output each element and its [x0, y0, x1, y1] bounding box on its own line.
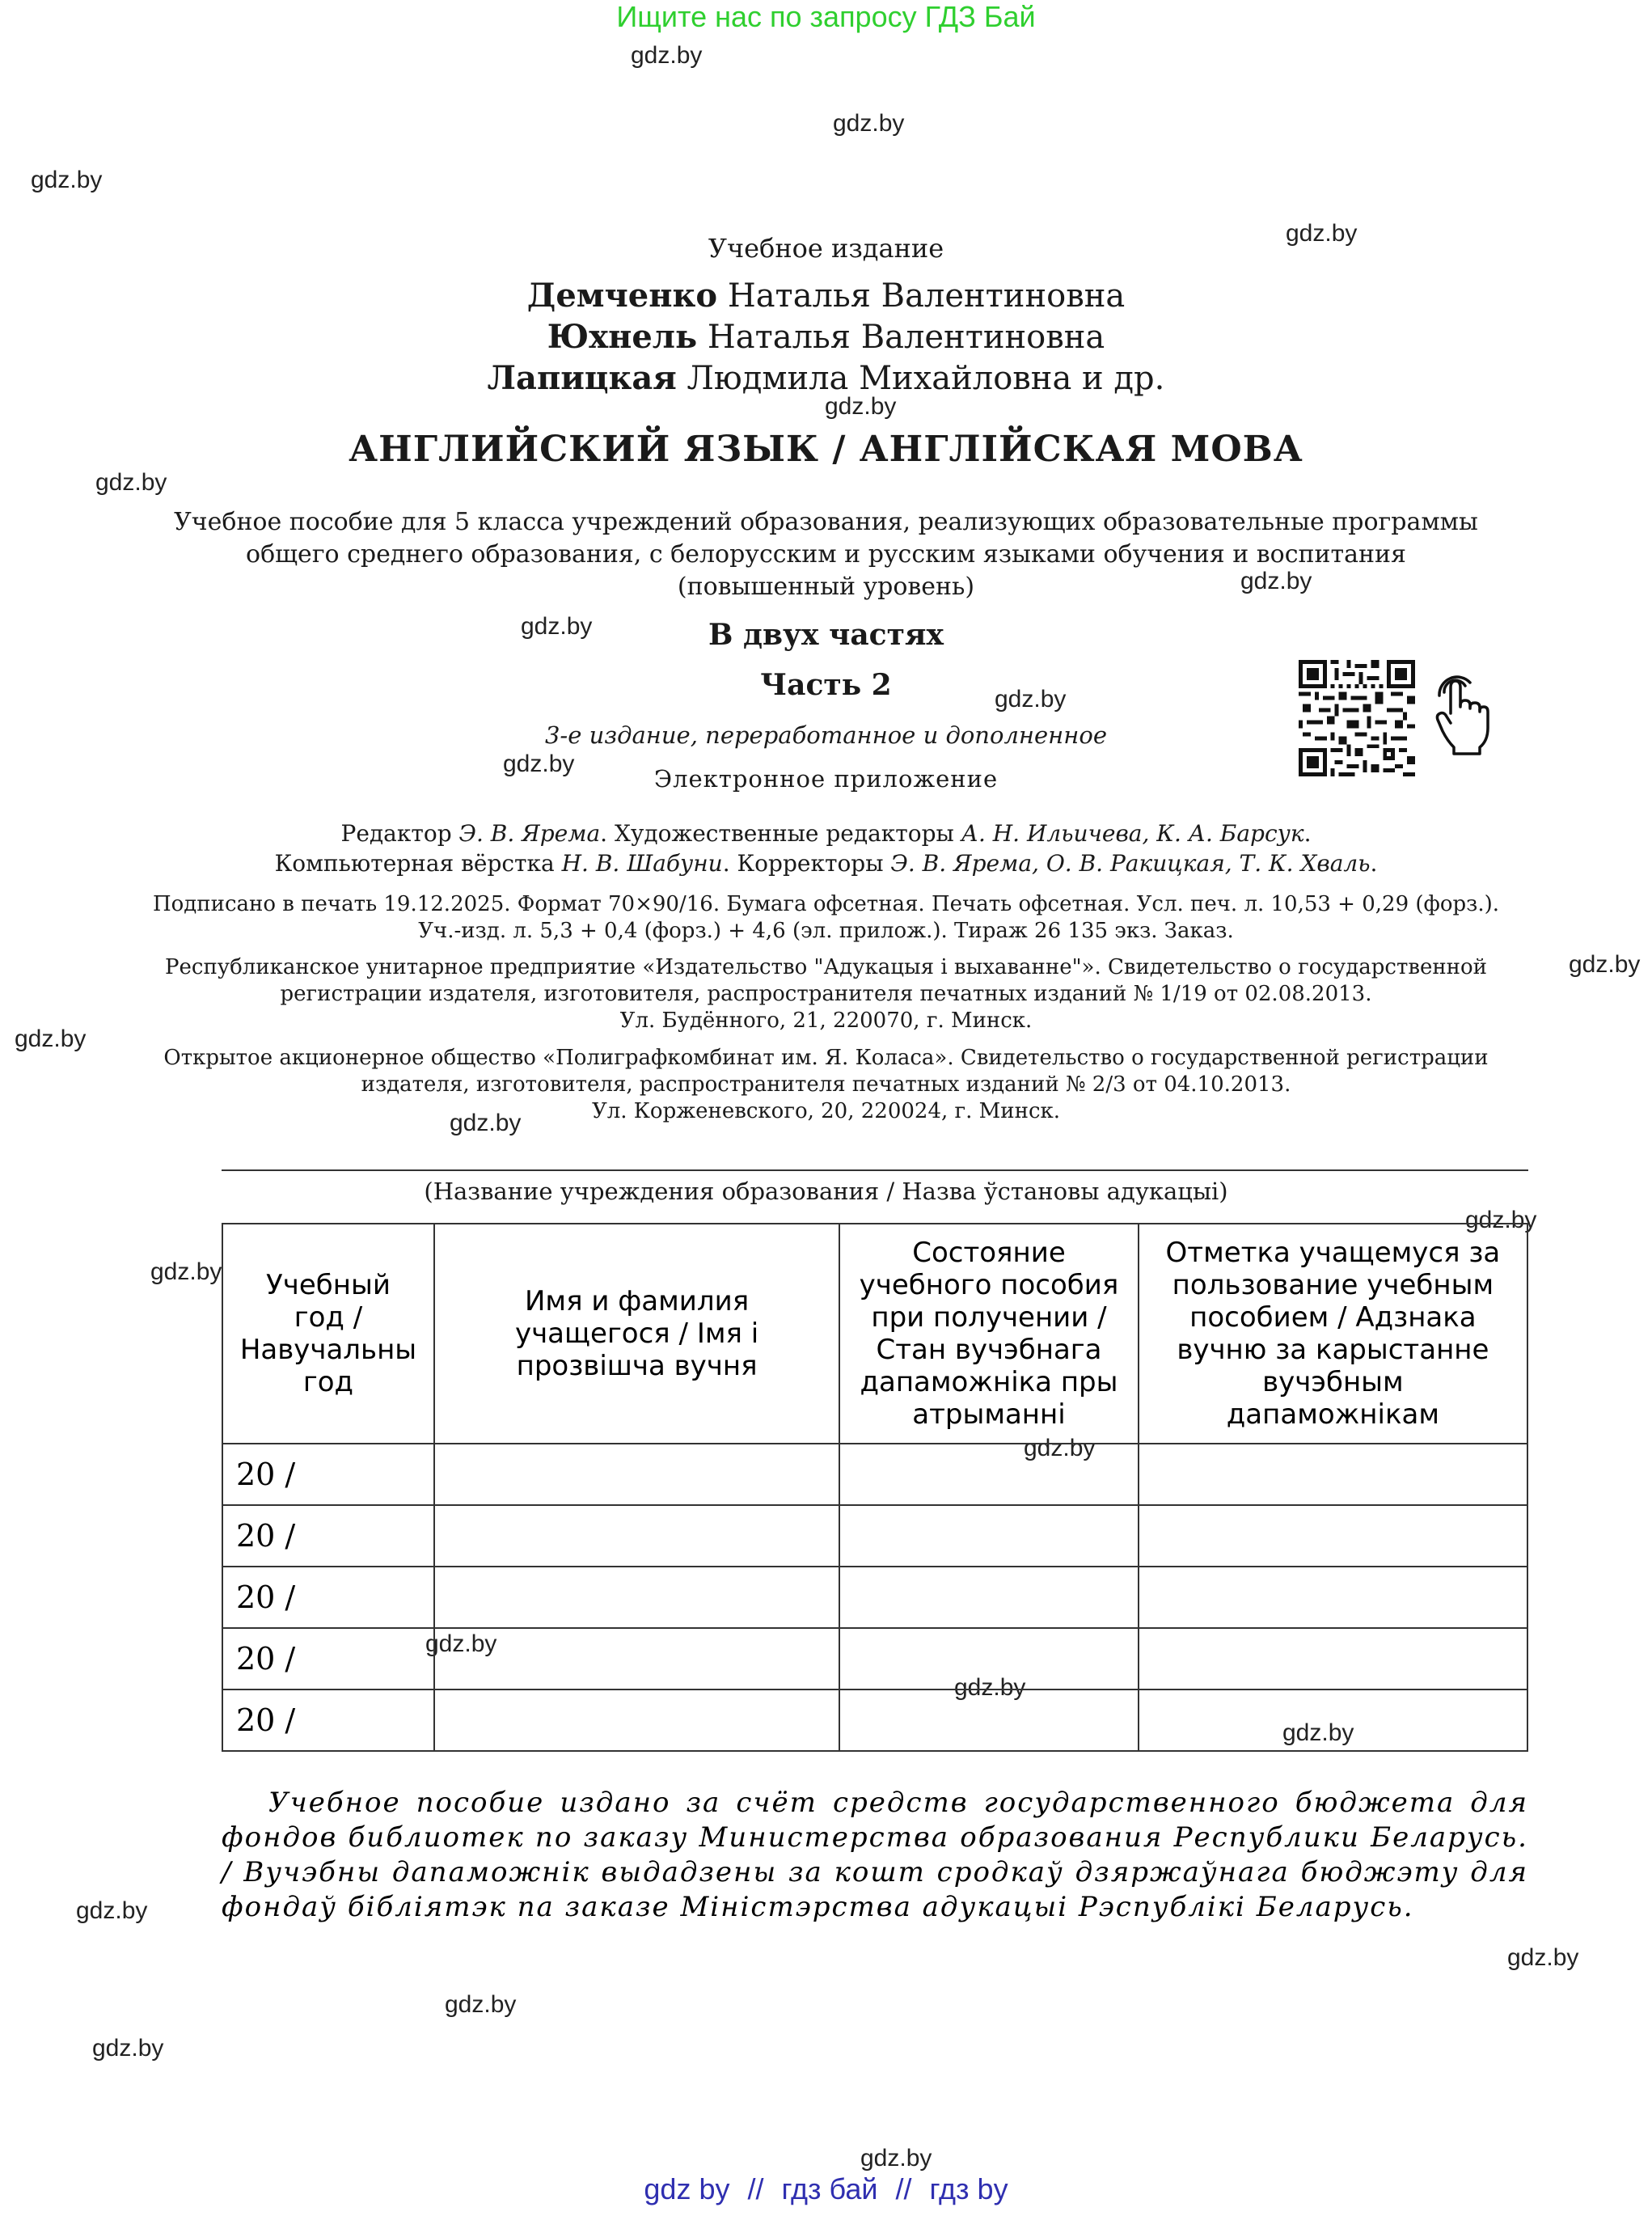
watermark: gdz.by — [15, 1026, 87, 1052]
footer-link[interactable]: гдз бай — [781, 2172, 878, 2205]
footer-links — [0, 2172, 1652, 2206]
qr-code-icon[interactable] — [1299, 660, 1415, 776]
mark-cell[interactable] — [1139, 1567, 1527, 1628]
table-row — [222, 1628, 1527, 1689]
column-header-condition: Состояние учебного пособия при получении / Стан вучэбнага дапаможніка пры атрыманні — [839, 1224, 1139, 1444]
mark-cell[interactable] — [1139, 1444, 1527, 1505]
watermark: gdz.by — [76, 1897, 148, 1924]
column-header-mark: Отметка учащемуся за пользование учебным пособием / Адзнака вучню за карыстанне вучэбным дапаможнікам — [1139, 1224, 1527, 1444]
editors-line: Редактор Э. В. Ярема. Художественные редакторы А. Н. Ильичева, К. А. Барсук. — [340, 820, 1312, 847]
watermark: gdz.by — [425, 1630, 497, 1657]
watermark: gdz.by — [445, 1991, 517, 2018]
printer-address: Ул. Корженевского, 20, 220024, г. Минск. — [591, 1099, 1061, 1123]
year-cell[interactable]: 20 / — [222, 1689, 434, 1751]
student-cell[interactable] — [434, 1689, 839, 1751]
student-cell[interactable] — [434, 1567, 839, 1628]
author-surname: Лапицкая — [487, 359, 677, 397]
condition-cell[interactable] — [839, 1567, 1139, 1628]
column-header-student: Имя и фамилия учащегося / Імя і прозвішча вучня — [434, 1224, 839, 1444]
footer-link[interactable]: гдз by — [929, 2172, 1008, 2205]
year-cell[interactable]: 20 / — [222, 1567, 434, 1628]
institution-caption: (Название учреждения образования / Назва ўстановы адукацыі) — [424, 1178, 1228, 1205]
condition-cell[interactable] — [839, 1505, 1139, 1567]
print-details: Уч.-изд. л. 5,3 + 0,4 (форз.) + 4,6 (эл. прилож.). Тираж 26 135 экз. Заказ. — [418, 919, 1234, 943]
search-banner: Ищите нас по запросу ГДЗ Бай — [616, 0, 1036, 33]
watermark: gdz.by — [1569, 951, 1641, 978]
layout-line: Компьютерная вёрстка Н. В. Шабуни. Корректоры Э. В. Ярема, О. В. Ракицкая, Т. К. Хваль. — [274, 850, 1378, 877]
book-title: АНГЛИЙСКИЙ ЯЗЫК / АНГЛІЙСКАЯ МОВА — [349, 429, 1303, 470]
parts-label: В двух частях — [708, 618, 944, 652]
author-line — [0, 318, 1652, 356]
author-line — [0, 359, 1652, 397]
print-details: Подписано в печать 19.12.2025. Формат 70×90/16. Бумага офсетная. Печать офсетная. Усл. печ. л. 10,53 + 0,29 (форз.). — [152, 892, 1500, 916]
watermark: gdz.by — [825, 393, 897, 420]
publisher-info: регистрации издателя, изготовителя, распространителя печатных изданий № 1/19 от 02.08.2013. — [280, 982, 1372, 1006]
student-cell[interactable] — [434, 1444, 839, 1505]
mark-cell[interactable] — [1139, 1628, 1527, 1689]
description-line: общего среднего образования, с белорусским и русским языками обучения и воспитания — [246, 540, 1406, 569]
electronic-app-label: Электронное приложение — [653, 765, 999, 793]
footer-link[interactable]: gdz by — [644, 2172, 730, 2205]
publisher-address: Ул. Будённого, 21, 220070, г. Минск. — [619, 1009, 1033, 1033]
watermark: gdz.by — [995, 686, 1067, 713]
student-cell[interactable] — [434, 1505, 839, 1567]
watermark: gdz.by — [860, 2145, 932, 2172]
student-cell[interactable] — [434, 1628, 839, 1689]
watermark: gdz.by — [833, 110, 905, 137]
table-row — [222, 1567, 1527, 1628]
author-surname: Демченко — [526, 277, 718, 315]
footer-separator: // — [747, 2172, 764, 2205]
printer-info: Открытое акционерное общество «Полиграфкомбинат им. Я. Коласа». Свидетельство о государственной регистрации — [163, 1046, 1489, 1070]
watermark: gdz.by — [1286, 220, 1358, 247]
watermark: gdz.by — [1024, 1435, 1096, 1461]
watermark: gdz.by — [150, 1258, 222, 1285]
watermark: gdz.by — [95, 469, 167, 496]
mark-cell[interactable] — [1139, 1689, 1527, 1751]
part-label: Часть 2 — [760, 668, 892, 702]
textbook-register-table — [222, 1223, 1528, 1752]
condition-cell[interactable] — [839, 1689, 1139, 1751]
table-row — [222, 1444, 1527, 1505]
author-surname: Юхнель — [547, 318, 698, 356]
funding-note — [222, 1786, 1528, 1925]
watermark: gdz.by — [631, 42, 703, 69]
watermark: gdz.by — [1465, 1207, 1537, 1233]
watermark: gdz.by — [1240, 568, 1312, 594]
watermark: gdz.by — [92, 2035, 164, 2062]
author-name: Наталья Валентиновна — [727, 277, 1126, 315]
mark-cell[interactable] — [1139, 1505, 1527, 1567]
description-line: Учебное пособие для 5 класса учреждений образования, реализующих образовательные программы — [174, 508, 1478, 536]
watermark: gdz.by — [954, 1674, 1026, 1701]
table-row — [222, 1689, 1527, 1751]
watermark: gdz.by — [450, 1110, 522, 1136]
watermark: gdz.by — [521, 613, 593, 640]
publisher-info: Республиканское унитарное предприятие «Издательство "Адукацыя і выхаванне"». Свидетельство о государственной — [165, 955, 1487, 979]
edition-type: Учебное издание — [708, 233, 944, 264]
printer-info: издателя, изготовителя, распространителя печатных изданий № 2/3 от 04.10.2013. — [361, 1072, 1291, 1097]
author-line — [0, 277, 1652, 315]
institution-line — [222, 1169, 1528, 1171]
edition-label: 3-е издание, переработанное и дополненное — [544, 721, 1107, 749]
watermark: gdz.by — [503, 751, 575, 777]
condition-cell[interactable] — [839, 1628, 1139, 1689]
column-header-year: Учебный год / Навучальны год — [222, 1224, 434, 1444]
watermark: gdz.by — [1507, 1944, 1579, 1971]
funding-note-text: Учебное пособие издано за счёт средств государственного бюджета для фондов библиотек по заказу Министерства образования Республики Беларусь. / Вучэбны дапаможнік выдадзены за кошт сродкаў дзяржаўнага бюджэту для фондаў бібліятэк па заказе Міністэрства адукацыі Рэспублікі Беларусь. — [222, 1787, 1528, 1923]
condition-cell[interactable] — [839, 1444, 1139, 1505]
watermark: gdz.by — [31, 167, 103, 193]
year-cell[interactable]: 20 / — [222, 1628, 434, 1689]
author-name: Людмила Михайловна и др. — [687, 360, 1165, 397]
description-line: (повышенный уровень) — [677, 573, 975, 601]
year-cell[interactable]: 20 / — [222, 1505, 434, 1567]
table-row — [222, 1505, 1527, 1567]
watermark: gdz.by — [1282, 1719, 1354, 1746]
year-cell[interactable]: 20 / — [222, 1444, 434, 1505]
table-header-row — [222, 1224, 1527, 1444]
touch-hand-icon — [1433, 668, 1491, 757]
author-name: Наталья Валентиновна — [707, 319, 1105, 356]
footer-separator: // — [895, 2172, 912, 2205]
